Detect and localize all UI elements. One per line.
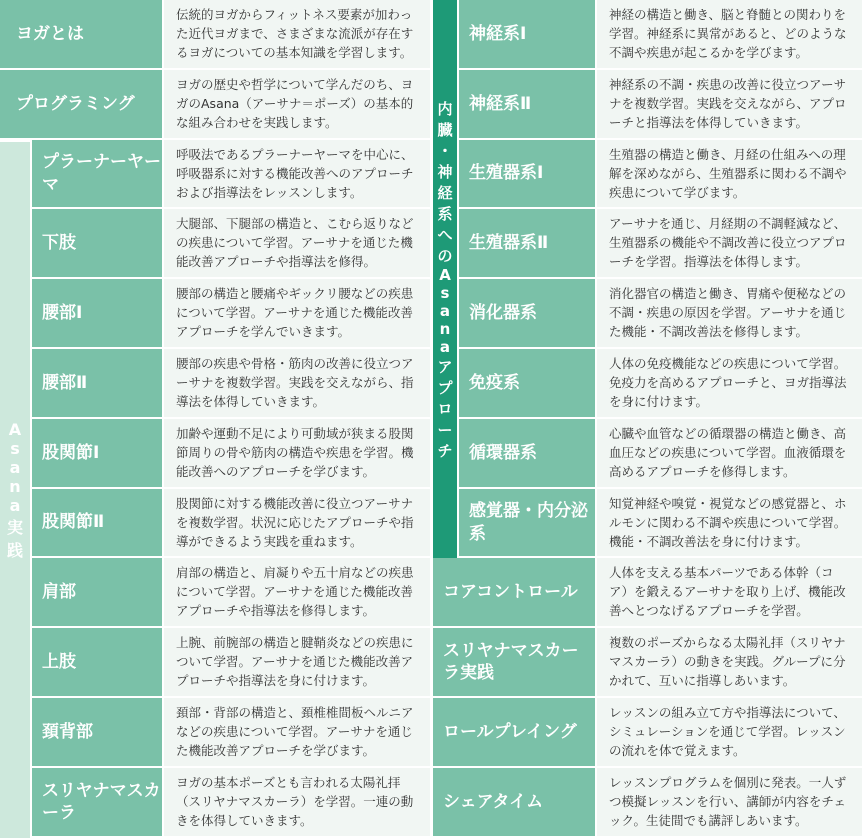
topic-label: プログラミング bbox=[0, 70, 162, 138]
topic-description: 肩部の構造と、肩凝りや五十肩などの疾患について学習。アーサナを通じた機能改善アプローチや指導法を修得します。 bbox=[164, 558, 430, 626]
topic-description: 消化器官の構造と働き、胃痛や便秘などの不調・疾患の原因を学習。アーサナを通じた機能・不調改善法を修得します。 bbox=[597, 279, 862, 347]
topic-label: プラーナーヤーマ bbox=[32, 140, 162, 207]
topic-description: ヨガの歴史や哲学について学んだのち、ヨガのAsana（アーサナ＝ポーズ）の基本的な組み合わせを実践します。 bbox=[164, 70, 430, 138]
topic-label: 股関節Ⅰ bbox=[32, 419, 162, 487]
topic-description: 呼吸法であるプラーナーヤーマを中心に、呼吸器系に対する機能改善へのアプローチおよび指導法をレッスンします。 bbox=[164, 140, 430, 207]
topic-label: 神経系Ⅰ bbox=[459, 0, 595, 68]
topic-label: 腰部Ⅱ bbox=[32, 349, 162, 417]
topic-description: 人体を支える基本パーツである体幹（コア）を鍛えるアーサナを取り上げ、機能改善へとつなげるアプローチを学習。 bbox=[597, 558, 862, 626]
topic-description: 心臓や血管などの循環器の構造と働き、高血圧などの疾患について学習。血液循環を高めるアプローチを修得します。 bbox=[597, 419, 862, 487]
topic-description: 腰部の疾患や骨格・筋肉の改善に役立つアーサナを複数学習。実践を交えながら、指導法を体得していきます。 bbox=[164, 349, 430, 417]
topic-description: 神経系の不調・疾患の改善に役立つアーサナを複数学習。実践を交えながら、アプローチと指導法を体得していきます。 bbox=[597, 70, 862, 138]
asana-practice-label: A s a n a 実 践 bbox=[6, 419, 23, 560]
topic-label: 免疫系 bbox=[459, 349, 595, 417]
topic-description: 大腿部、下腿部の構造と、こむら返りなどの疾患について学習。アーサナを通じた機能改善アプローチや指導法を修得。 bbox=[164, 209, 430, 277]
topic-label: 腰部Ⅰ bbox=[32, 279, 162, 347]
topic-label: ヨガとは bbox=[0, 0, 162, 68]
topic-description: 股関節に対する機能改善に役立つアーサナを複数学習。状況に応じたアプローチや指導ができるよう実践を重ねます。 bbox=[164, 489, 430, 556]
topic-description: 加齢や運動不足により可動域が狭まる股関節周りの骨や筋肉の構造や疾患を学習。機能改善へのアプローチを学びます。 bbox=[164, 419, 430, 487]
topic-description: レッスンの組み立て方や指導法について、シミュレーションを通じて学習。レッスンの流れを体で覚えます。 bbox=[597, 698, 862, 766]
topic-description: 複数のポーズからなる太陽礼拝（スリヤナマスカーラ）の動きを実践。グループに分かれて、互いに指導しあいます。 bbox=[597, 628, 862, 696]
topic-label: 下肢 bbox=[32, 209, 162, 277]
asana-practice-band bbox=[0, 142, 30, 838]
topic-description: 伝統的ヨガからフィットネス要素が加わった近代ヨガまで、さまざまな流派が存在するヨガについての基本知識を学習します。 bbox=[164, 0, 430, 68]
topic-description: 頚部・背部の構造と、頚椎椎間板ヘルニアなどの疾患について学習。アーサナを通じた機能改善アプローチを学びます。 bbox=[164, 698, 430, 766]
topic-description: 知覚神経や嗅覚・視覚などの感覚器と、ホルモンに関わる不調や疾患について学習。機能・不調改善法を身に付けます。 bbox=[597, 489, 862, 556]
topic-description: 腰部の構造と腰痛やギックリ腰などの疾患について学習。アーサナを通じた機能改善アプローチを学んでいきます。 bbox=[164, 279, 430, 347]
topic-description: レッスンプログラムを個別に発表。一人ずつ模擬レッスンを行い、講師が内容をチェック。生徒間でも講評しあいます。 bbox=[597, 768, 862, 836]
topic-label: 生殖器系Ⅰ bbox=[459, 140, 595, 207]
topic-label: 上肢 bbox=[32, 628, 162, 696]
topic-description: 神経の構造と働き、脳と脊髄との関わりを学習。神経系に異常があると、どのような不調や疾患が起こるかを学びます。 bbox=[597, 0, 862, 68]
topic-label: 循環器系 bbox=[459, 419, 595, 487]
visceral-nervous-band bbox=[433, 0, 457, 558]
topic-label: スリヤナマスカーラ実践 bbox=[433, 628, 595, 696]
topic-label: シェアタイム bbox=[433, 768, 595, 836]
topic-label: スリヤナマスカーラ bbox=[32, 768, 162, 836]
topic-label: 消化器系 bbox=[459, 279, 595, 347]
topic-label: 頚背部 bbox=[32, 698, 162, 766]
topic-label: 肩部 bbox=[32, 558, 162, 626]
visceral-nervous-label: 内 臓 ・ 神 経 系 へ の A s a n a ア プ ロ ー チ bbox=[437, 99, 453, 460]
topic-label: コアコントロール bbox=[433, 558, 595, 626]
topic-description: 人体の免疫機能などの疾患について学習。免疫力を高めるアプローチと、ヨガ指導法を身に付けます。 bbox=[597, 349, 862, 417]
topic-description: 生殖器の構造と働き、月経の仕組みへの理解を深めながら、生殖器系に関わる不調や疾患について学びます。 bbox=[597, 140, 862, 207]
topic-description: 上腕、前腕部の構造と腱鞘炎などの疾患について学習。アーサナを通じた機能改善アプローチや指導法を身に付けます。 bbox=[164, 628, 430, 696]
topic-label: 感覚器・内分泌系 bbox=[459, 489, 595, 556]
topic-label: 神経系Ⅱ bbox=[459, 70, 595, 138]
topic-label: 股関節Ⅱ bbox=[32, 489, 162, 556]
topic-label: ロールプレイング bbox=[433, 698, 595, 766]
topic-description: ヨガの基本ポーズとも言われる太陽礼拝（スリヤナマスカーラ）を学習。一連の動きを体得していきます。 bbox=[164, 768, 430, 836]
topic-description: アーサナを通じ、月経期の不調軽減など、生殖器系の機能や不調改善に役立つアプローチを学習。指導法を体得します。 bbox=[597, 209, 862, 277]
topic-label: 生殖器系Ⅱ bbox=[459, 209, 595, 277]
